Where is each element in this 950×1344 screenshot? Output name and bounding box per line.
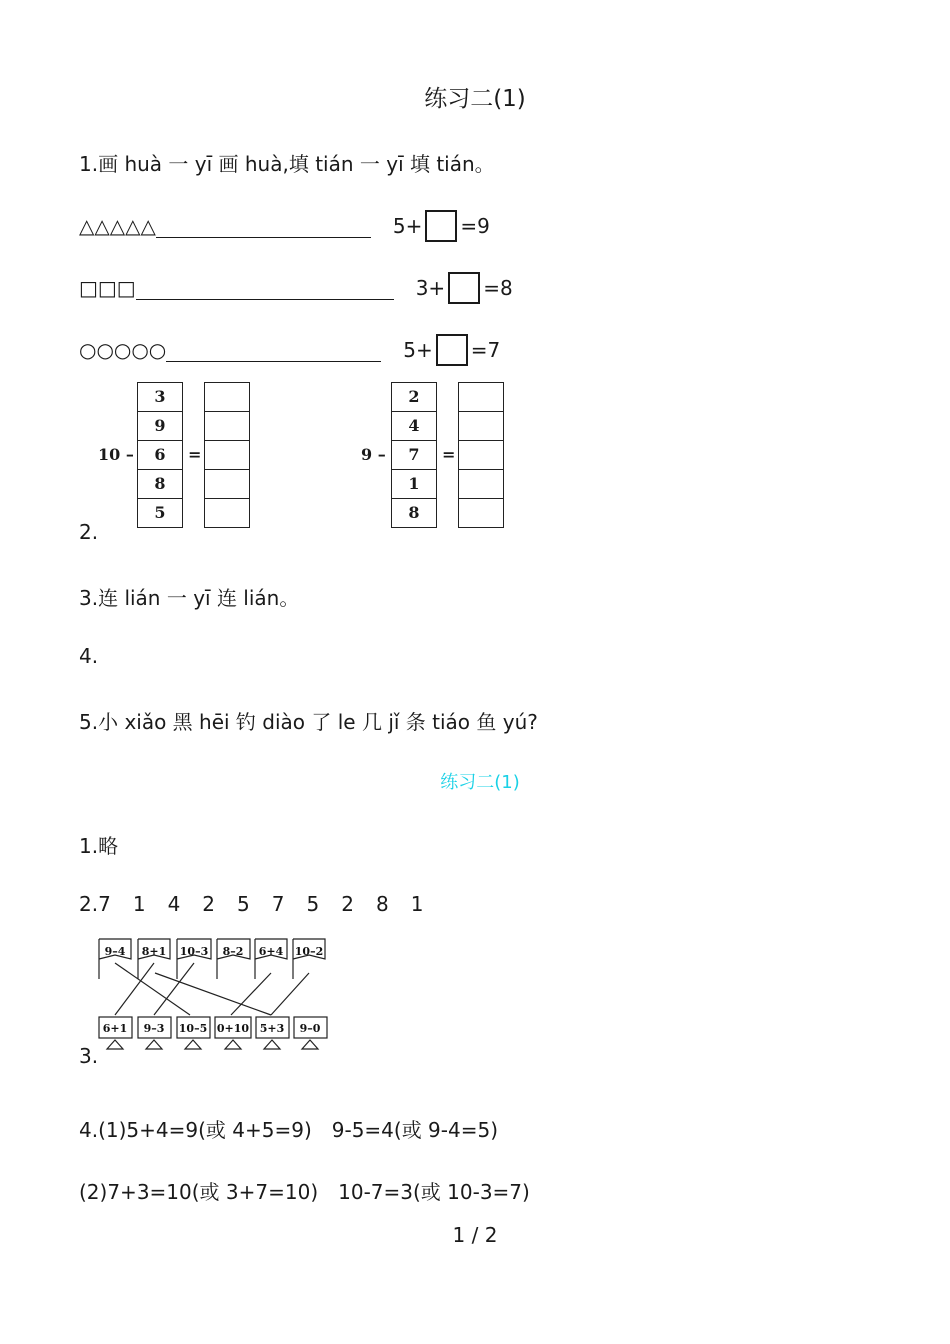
page-title: 练习二(1): [424, 86, 526, 112]
page-number: 1 / 2: [452, 1223, 498, 1247]
equation-part-a: 3+: [415, 276, 446, 300]
q2-left-value: 6: [137, 440, 183, 469]
equation-part-b: =7: [470, 338, 501, 362]
q2-right-value: 7: [391, 440, 437, 469]
question-1-label: 1.画 huà 一 yī 画 huà,填 tián 一 yī 填 tián。: [79, 152, 495, 176]
answers-title: 练习二(1): [440, 772, 520, 793]
answer-2-value: 7: [98, 892, 111, 916]
answer-blank[interactable]: [156, 215, 371, 238]
equation-part-b: =9: [460, 214, 490, 238]
q2-answer-cell[interactable]: [458, 411, 504, 440]
answer-3-diagram: [95, 935, 335, 1055]
q2-left-value: 9: [137, 411, 183, 440]
box-label: 9–3: [143, 1022, 165, 1035]
q2-left-equals: =: [188, 445, 202, 464]
question-3-label: 3.连 lián 一 yī 连 lián。: [79, 586, 300, 610]
answer-3-label: 3.: [79, 1044, 99, 1068]
q2-answer-cell[interactable]: [204, 469, 250, 498]
answer-2-value: 1: [132, 892, 146, 916]
box-label: 10–5: [178, 1022, 208, 1035]
flag-label: 10–2: [294, 945, 324, 958]
answer-4-line-1: 4.(1)5+4=9(或 4+5=9) 9-5=4(或 9-4=5): [79, 1118, 499, 1142]
connector-line: [154, 963, 194, 1015]
connector-line: [115, 963, 154, 1015]
answer-2-value: 5: [237, 892, 250, 916]
flag-label: 6+4: [258, 945, 284, 958]
answer-2-value: 2: [341, 892, 354, 916]
answer-blank[interactable]: [136, 277, 394, 300]
q2-right-value: 2: [391, 382, 437, 411]
q2-left-value: 3: [137, 382, 183, 411]
triangle-shapes: △△△△△: [79, 214, 156, 238]
q2-right-value: 4: [391, 411, 437, 440]
q2-answer-cell[interactable]: [458, 440, 504, 469]
answer-2-value: 4: [167, 892, 181, 916]
flag-label: 9–4: [104, 945, 126, 958]
connector-line: [231, 973, 271, 1015]
connector-line: [155, 973, 271, 1015]
connector-line: [115, 963, 190, 1015]
flag-label: 8+1: [141, 945, 167, 958]
q2-right-answer-column: [458, 382, 504, 528]
answer-2: [79, 892, 423, 916]
equation-part-a: 5+: [392, 214, 423, 238]
connector-line: [271, 973, 309, 1015]
answer-2-value: 5: [306, 892, 320, 916]
q2-right-value: 8: [391, 498, 437, 528]
q2-answer-cell[interactable]: [458, 498, 504, 528]
q2-right-value: 1: [391, 469, 437, 498]
answer-4-line-2: (2)7+3=10(或 3+7=10) 10-7=3(或 10-3=7): [79, 1180, 530, 1204]
q2-answer-cell[interactable]: [204, 411, 250, 440]
equation-part-a: 5+: [403, 338, 433, 362]
box-label: 5+3: [259, 1022, 285, 1035]
q2-answer-cell[interactable]: [204, 440, 250, 469]
answer-2-value: 1: [410, 892, 424, 916]
q2-left-prefix: 10 –: [98, 445, 134, 464]
answer-box[interactable]: [448, 272, 480, 304]
answer-box[interactable]: [425, 210, 457, 242]
q2-answer-cell[interactable]: [458, 469, 504, 498]
answer-blank[interactable]: [166, 339, 381, 362]
square-shapes: □□□: [79, 276, 136, 300]
answer-2-prefix: 2.: [79, 892, 99, 916]
q2-right-equals: =: [442, 445, 456, 464]
q2-left-values-column: [137, 382, 183, 528]
answer-2-value: 8: [375, 892, 389, 916]
flag-label: 8–2: [222, 945, 244, 958]
answer-2-value: 7: [271, 892, 285, 916]
circle-shapes: ○○○○○: [79, 338, 167, 362]
equation-part-b: =8: [483, 276, 513, 300]
q2-left-value: 5: [137, 498, 183, 528]
box-label: 0+10: [216, 1022, 250, 1035]
flag-label: 10–3: [179, 945, 209, 958]
question-4-label: 4.: [79, 644, 99, 668]
q1-row-3: [79, 334, 500, 366]
question-5-label: 5.小 xiǎo 黑 hēi 钓 diào 了 le 几 jǐ 条 tiáo 鱼 yú?: [79, 710, 538, 734]
q2-answer-cell[interactable]: [204, 382, 250, 411]
answer-1: 1.略: [79, 834, 119, 858]
answer-2-value: 2: [202, 892, 216, 916]
answer-box[interactable]: [436, 334, 468, 366]
question-2-label: 2.: [79, 520, 99, 544]
box-label: 9–0: [299, 1022, 321, 1035]
q2-left-value: 8: [137, 469, 183, 498]
q1-row-1: [79, 210, 490, 242]
q2-answer-cell[interactable]: [458, 382, 504, 411]
box-label: 6+1: [102, 1022, 128, 1035]
q2-answer-cell[interactable]: [204, 498, 250, 528]
q2-right-values-column: [391, 382, 437, 528]
q1-row-2: [79, 272, 513, 304]
q2-right-prefix: 9 –: [361, 445, 386, 464]
q2-left-answer-column: [204, 382, 250, 528]
